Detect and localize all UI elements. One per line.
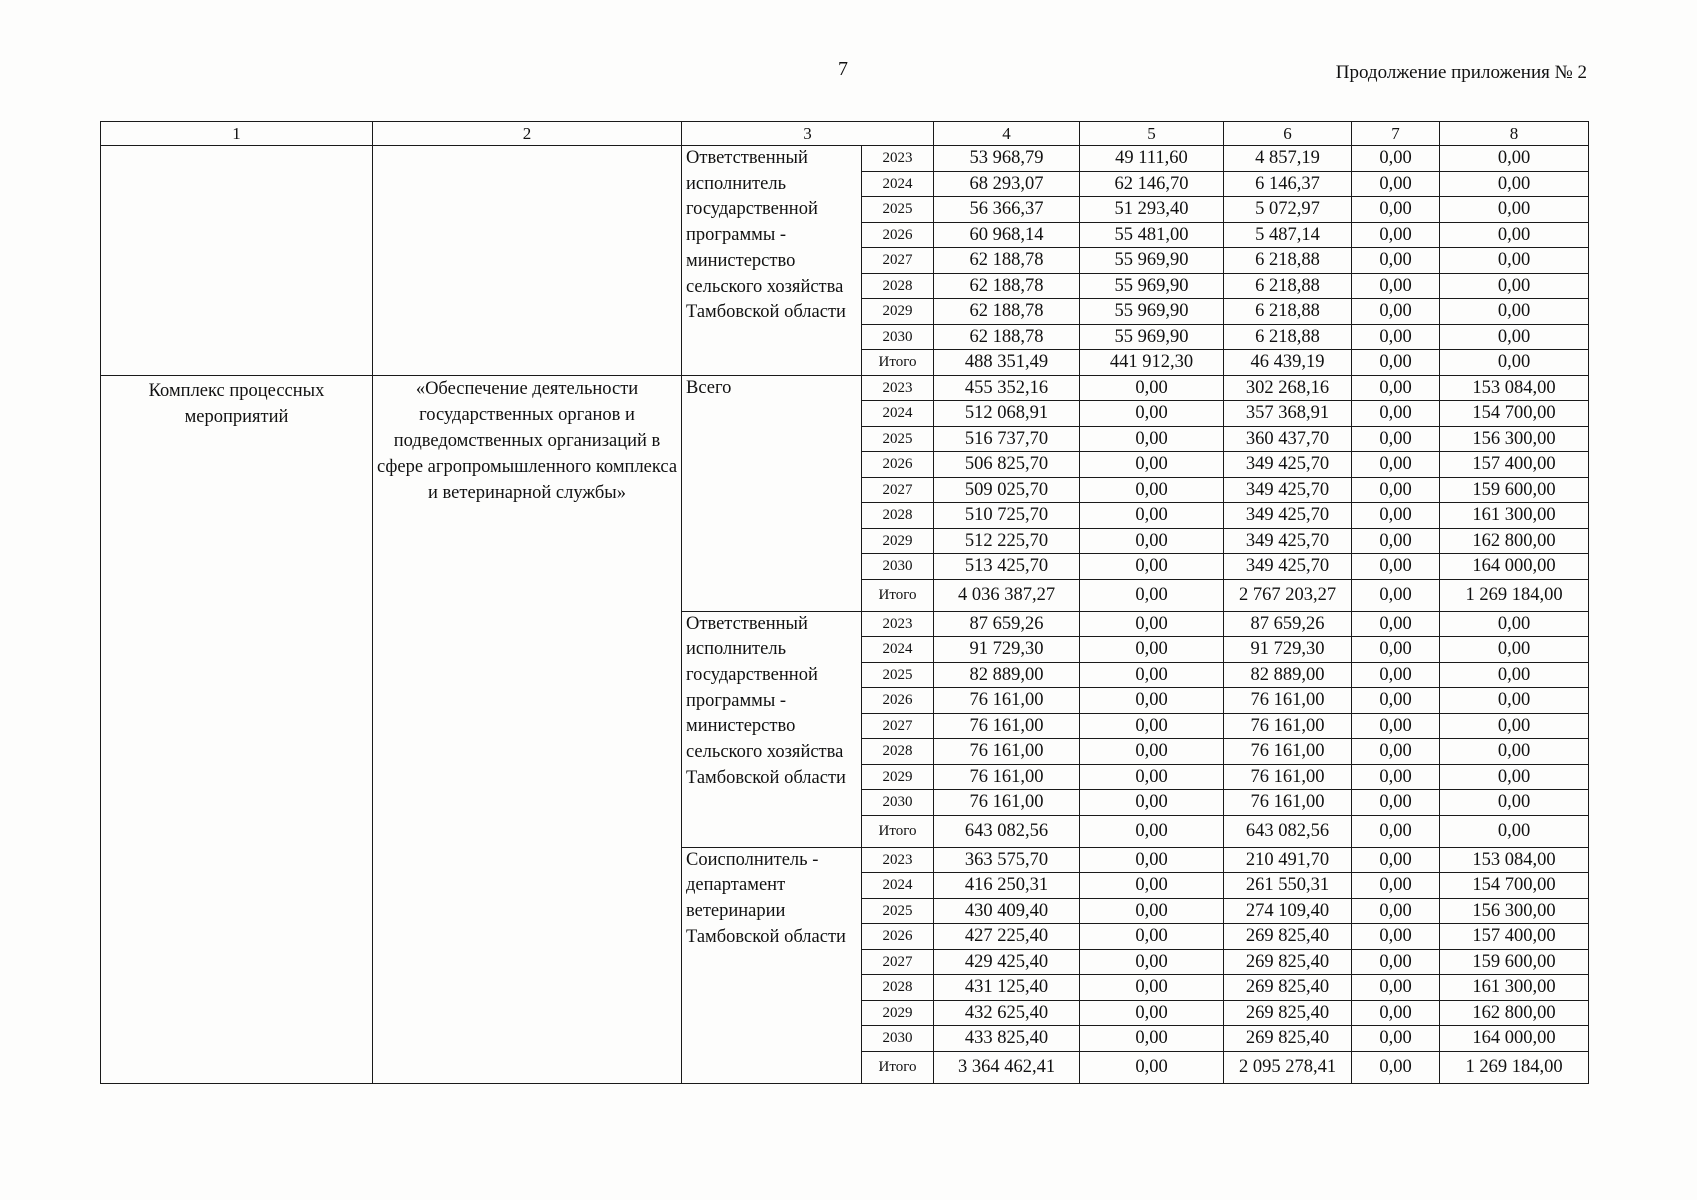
year-cell: 2029 (862, 528, 934, 554)
year-cell: 2024 (862, 637, 934, 663)
value-cell-8: 157 400,00 (1440, 924, 1589, 950)
value-cell-5: 0,00 (1080, 375, 1224, 401)
value-cell-4: 416 250,31 (934, 873, 1080, 899)
year-cell: 2023 (862, 611, 934, 637)
executor-cell: Ответственный исполнитель государственной программы - министерство сельского хозяйства Тамбовской области (682, 146, 862, 376)
year-cell: Итого (862, 1051, 934, 1083)
value-cell-8: 0,00 (1440, 197, 1589, 223)
value-cell-6: 269 825,40 (1224, 924, 1352, 950)
value-cell-5: 0,00 (1080, 662, 1224, 688)
value-cell-7: 0,00 (1352, 324, 1440, 350)
value-cell-4: 431 125,40 (934, 975, 1080, 1001)
value-cell-6: 5 072,97 (1224, 197, 1352, 223)
value-cell-4: 433 825,40 (934, 1026, 1080, 1052)
value-cell-5: 0,00 (1080, 1026, 1224, 1052)
value-cell-8: 0,00 (1440, 171, 1589, 197)
year-cell: 2023 (862, 375, 934, 401)
value-cell-6: 274 109,40 (1224, 898, 1352, 924)
value-cell-6: 269 825,40 (1224, 975, 1352, 1001)
value-cell-6: 349 425,70 (1224, 477, 1352, 503)
value-cell-7: 0,00 (1352, 197, 1440, 223)
year-cell: 2027 (862, 477, 934, 503)
value-cell-7: 0,00 (1352, 713, 1440, 739)
value-cell-6: 302 268,16 (1224, 375, 1352, 401)
value-cell-4: 68 293,07 (934, 171, 1080, 197)
year-cell: 2030 (862, 1026, 934, 1052)
value-cell-7: 0,00 (1352, 222, 1440, 248)
value-cell-8: 164 000,00 (1440, 1026, 1589, 1052)
value-cell-4: 76 161,00 (934, 688, 1080, 714)
value-cell-5: 0,00 (1080, 949, 1224, 975)
value-cell-8: 153 084,00 (1440, 375, 1589, 401)
value-cell-6: 349 425,70 (1224, 528, 1352, 554)
year-cell: 2024 (862, 401, 934, 427)
column-header-5: 5 (1080, 122, 1224, 146)
value-cell-6: 4 857,19 (1224, 146, 1352, 172)
value-cell-7: 0,00 (1352, 662, 1440, 688)
budget-table-body (101, 122, 1589, 1084)
executor-cell: Соисполнитель - департамент ветеринарии Тамбовской области (682, 847, 862, 1083)
value-cell-6: 6 218,88 (1224, 248, 1352, 274)
value-cell-4: 512 225,70 (934, 528, 1080, 554)
value-cell-8: 0,00 (1440, 222, 1589, 248)
value-cell-8: 161 300,00 (1440, 503, 1589, 529)
value-cell-7: 0,00 (1352, 401, 1440, 427)
year-cell: 2026 (862, 452, 934, 478)
year-cell: 2030 (862, 790, 934, 816)
year-cell: Итого (862, 815, 934, 847)
value-cell-5: 0,00 (1080, 579, 1224, 611)
value-cell-5: 441 912,30 (1080, 350, 1224, 376)
year-cell: 2029 (862, 764, 934, 790)
value-cell-5: 0,00 (1080, 713, 1224, 739)
value-cell-4: 4 036 387,27 (934, 579, 1080, 611)
value-cell-8: 0,00 (1440, 713, 1589, 739)
value-cell-6: 261 550,31 (1224, 873, 1352, 899)
value-cell-8: 161 300,00 (1440, 975, 1589, 1001)
value-cell-6: 349 425,70 (1224, 554, 1352, 580)
budget-table (100, 121, 1589, 1084)
value-cell-6: 269 825,40 (1224, 1026, 1352, 1052)
year-cell: 2026 (862, 688, 934, 714)
value-cell-6: 6 218,88 (1224, 299, 1352, 325)
value-cell-5: 0,00 (1080, 847, 1224, 873)
value-cell-8: 0,00 (1440, 324, 1589, 350)
value-cell-8: 156 300,00 (1440, 898, 1589, 924)
value-cell-8: 154 700,00 (1440, 401, 1589, 427)
year-cell: 2028 (862, 273, 934, 299)
value-cell-7: 0,00 (1352, 1051, 1440, 1083)
value-cell-6: 76 161,00 (1224, 790, 1352, 816)
value-cell-7: 0,00 (1352, 637, 1440, 663)
value-cell-6: 76 161,00 (1224, 688, 1352, 714)
value-cell-5: 0,00 (1080, 739, 1224, 765)
value-cell-4: 427 225,40 (934, 924, 1080, 950)
value-cell-7: 0,00 (1352, 847, 1440, 873)
value-cell-6: 6 146,37 (1224, 171, 1352, 197)
value-cell-5: 0,00 (1080, 1051, 1224, 1083)
value-cell-6: 269 825,40 (1224, 1000, 1352, 1026)
value-cell-5: 55 969,90 (1080, 299, 1224, 325)
value-cell-6: 5 487,14 (1224, 222, 1352, 248)
value-cell-5: 0,00 (1080, 426, 1224, 452)
column-header-3: 3 (682, 122, 934, 146)
value-cell-4: 62 188,78 (934, 324, 1080, 350)
column-header-2: 2 (373, 122, 682, 146)
value-cell-4: 91 729,30 (934, 637, 1080, 663)
column-header-row (101, 122, 1589, 146)
value-cell-4: 76 161,00 (934, 713, 1080, 739)
value-cell-5: 0,00 (1080, 401, 1224, 427)
year-cell: 2030 (862, 324, 934, 350)
value-cell-8: 0,00 (1440, 611, 1589, 637)
value-cell-8: 0,00 (1440, 764, 1589, 790)
value-cell-7: 0,00 (1352, 452, 1440, 478)
value-cell-4: 82 889,00 (934, 662, 1080, 688)
value-cell-5: 0,00 (1080, 815, 1224, 847)
program-type-text (101, 146, 372, 148)
value-cell-7: 0,00 (1352, 299, 1440, 325)
value-cell-7: 0,00 (1352, 350, 1440, 376)
value-cell-4: 56 366,37 (934, 197, 1080, 223)
value-cell-5: 62 146,70 (1080, 171, 1224, 197)
value-cell-8: 162 800,00 (1440, 528, 1589, 554)
value-cell-8: 0,00 (1440, 146, 1589, 172)
value-cell-8: 164 000,00 (1440, 554, 1589, 580)
value-cell-7: 0,00 (1352, 739, 1440, 765)
value-cell-6: 357 368,91 (1224, 401, 1352, 427)
value-cell-5: 0,00 (1080, 503, 1224, 529)
value-cell-4: 430 409,40 (934, 898, 1080, 924)
column-header-8: 8 (1440, 122, 1589, 146)
value-cell-7: 0,00 (1352, 873, 1440, 899)
value-cell-6: 349 425,70 (1224, 452, 1352, 478)
value-cell-8: 153 084,00 (1440, 847, 1589, 873)
program-name-cell: «Обеспечение деятельности государственных органов и подведомственных организаций в сфере агропромышленного комплекса и ветеринарной службы» (373, 375, 682, 1083)
year-cell: 2028 (862, 975, 934, 1001)
value-cell-8: 0,00 (1440, 815, 1589, 847)
year-cell: Итого (862, 350, 934, 376)
year-cell: 2029 (862, 299, 934, 325)
value-cell-8: 0,00 (1440, 350, 1589, 376)
value-cell-6: 360 437,70 (1224, 426, 1352, 452)
value-cell-5: 0,00 (1080, 873, 1224, 899)
value-cell-4: 513 425,70 (934, 554, 1080, 580)
column-header-7: 7 (1352, 122, 1440, 146)
value-cell-5: 0,00 (1080, 898, 1224, 924)
program-type-text: Комплекс процессных мероприятий (148, 380, 325, 427)
value-cell-8: 0,00 (1440, 299, 1589, 325)
value-cell-7: 0,00 (1352, 248, 1440, 274)
value-cell-5: 49 111,60 (1080, 146, 1224, 172)
value-cell-8: 154 700,00 (1440, 873, 1589, 899)
value-cell-5: 0,00 (1080, 554, 1224, 580)
value-cell-6: 87 659,26 (1224, 611, 1352, 637)
value-cell-4: 76 161,00 (934, 739, 1080, 765)
value-cell-5: 0,00 (1080, 477, 1224, 503)
program-name-cell (373, 146, 682, 376)
value-cell-7: 0,00 (1352, 375, 1440, 401)
value-cell-4: 516 737,70 (934, 426, 1080, 452)
value-cell-6: 6 218,88 (1224, 273, 1352, 299)
value-cell-5: 0,00 (1080, 637, 1224, 663)
year-cell: 2027 (862, 713, 934, 739)
year-cell: 2027 (862, 248, 934, 274)
value-cell-4: 62 188,78 (934, 273, 1080, 299)
value-cell-5: 0,00 (1080, 924, 1224, 950)
value-cell-6: 2 095 278,41 (1224, 1051, 1352, 1083)
value-cell-4: 60 968,14 (934, 222, 1080, 248)
value-cell-7: 0,00 (1352, 477, 1440, 503)
value-cell-6: 643 082,56 (1224, 815, 1352, 847)
year-cell: 2023 (862, 847, 934, 873)
value-cell-4: 363 575,70 (934, 847, 1080, 873)
value-cell-5: 55 969,90 (1080, 324, 1224, 350)
value-cell-6: 6 218,88 (1224, 324, 1352, 350)
value-cell-8: 156 300,00 (1440, 426, 1589, 452)
year-cell: 2029 (862, 1000, 934, 1026)
value-cell-5: 0,00 (1080, 764, 1224, 790)
year-cell: 2028 (862, 739, 934, 765)
year-cell: 2024 (862, 171, 934, 197)
value-cell-8: 159 600,00 (1440, 477, 1589, 503)
year-cell: 2027 (862, 949, 934, 975)
column-header-4: 4 (934, 122, 1080, 146)
value-cell-7: 0,00 (1352, 611, 1440, 637)
value-cell-5: 0,00 (1080, 790, 1224, 816)
value-cell-4: 510 725,70 (934, 503, 1080, 529)
year-cell: 2030 (862, 554, 934, 580)
value-cell-7: 0,00 (1352, 273, 1440, 299)
value-cell-4: 3 364 462,41 (934, 1051, 1080, 1083)
value-cell-8: 0,00 (1440, 662, 1589, 688)
value-cell-7: 0,00 (1352, 554, 1440, 580)
value-cell-8: 0,00 (1440, 739, 1589, 765)
executor-cell: Ответственный исполнитель государственной программы - министерство сельского хозяйства Тамбовской области (682, 611, 862, 847)
value-cell-4: 62 188,78 (934, 248, 1080, 274)
value-cell-6: 76 161,00 (1224, 739, 1352, 765)
value-cell-5: 55 969,90 (1080, 273, 1224, 299)
value-cell-5: 0,00 (1080, 611, 1224, 637)
value-cell-4: 76 161,00 (934, 764, 1080, 790)
value-cell-7: 0,00 (1352, 975, 1440, 1001)
value-cell-7: 0,00 (1352, 171, 1440, 197)
value-cell-7: 0,00 (1352, 898, 1440, 924)
value-cell-4: 643 082,56 (934, 815, 1080, 847)
value-cell-6: 82 889,00 (1224, 662, 1352, 688)
year-cell: 2028 (862, 503, 934, 529)
year-cell: 2026 (862, 924, 934, 950)
value-cell-8: 0,00 (1440, 248, 1589, 274)
year-cell: 2025 (862, 426, 934, 452)
value-cell-6: 76 161,00 (1224, 713, 1352, 739)
year-cell: 2025 (862, 898, 934, 924)
value-cell-7: 0,00 (1352, 949, 1440, 975)
value-cell-5: 0,00 (1080, 528, 1224, 554)
year-cell: 2025 (862, 197, 934, 223)
year-cell: 2024 (862, 873, 934, 899)
value-cell-4: 455 352,16 (934, 375, 1080, 401)
year-cell: 2023 (862, 146, 934, 172)
column-header-6: 6 (1224, 122, 1352, 146)
value-cell-8: 157 400,00 (1440, 452, 1589, 478)
value-cell-6: 46 439,19 (1224, 350, 1352, 376)
value-cell-5: 0,00 (1080, 688, 1224, 714)
value-cell-4: 488 351,49 (934, 350, 1080, 376)
value-cell-7: 0,00 (1352, 790, 1440, 816)
value-cell-8: 1 269 184,00 (1440, 1051, 1589, 1083)
value-cell-5: 55 969,90 (1080, 248, 1224, 274)
program-type-cell (101, 375, 373, 1083)
value-cell-6: 349 425,70 (1224, 503, 1352, 529)
value-cell-8: 1 269 184,00 (1440, 579, 1589, 611)
value-cell-8: 159 600,00 (1440, 949, 1589, 975)
value-cell-5: 51 293,40 (1080, 197, 1224, 223)
value-cell-4: 509 025,70 (934, 477, 1080, 503)
value-cell-4: 512 068,91 (934, 401, 1080, 427)
value-cell-8: 0,00 (1440, 273, 1589, 299)
value-cell-5: 0,00 (1080, 1000, 1224, 1026)
column-header-1: 1 (101, 122, 373, 146)
value-cell-4: 62 188,78 (934, 299, 1080, 325)
year-cell: 2025 (862, 662, 934, 688)
value-cell-5: 0,00 (1080, 452, 1224, 478)
value-cell-4: 53 968,79 (934, 146, 1080, 172)
value-cell-7: 0,00 (1352, 1026, 1440, 1052)
value-cell-7: 0,00 (1352, 146, 1440, 172)
value-cell-5: 0,00 (1080, 975, 1224, 1001)
value-cell-8: 162 800,00 (1440, 1000, 1589, 1026)
value-cell-7: 0,00 (1352, 1000, 1440, 1026)
value-cell-4: 432 625,40 (934, 1000, 1080, 1026)
value-cell-7: 0,00 (1352, 579, 1440, 611)
value-cell-6: 2 767 203,27 (1224, 579, 1352, 611)
value-cell-6: 91 729,30 (1224, 637, 1352, 663)
value-cell-7: 0,00 (1352, 426, 1440, 452)
value-cell-5: 55 481,00 (1080, 222, 1224, 248)
value-cell-8: 0,00 (1440, 688, 1589, 714)
value-cell-4: 76 161,00 (934, 790, 1080, 816)
executor-cell: Всего (682, 375, 862, 611)
appendix-continuation-label: Продолжение приложения № 2 (1335, 62, 1587, 83)
value-cell-7: 0,00 (1352, 528, 1440, 554)
year-cell: 2026 (862, 222, 934, 248)
value-cell-6: 269 825,40 (1224, 949, 1352, 975)
value-cell-4: 87 659,26 (934, 611, 1080, 637)
value-cell-7: 0,00 (1352, 815, 1440, 847)
value-cell-8: 0,00 (1440, 790, 1589, 816)
page-number: 7 (838, 58, 848, 80)
value-cell-4: 429 425,40 (934, 949, 1080, 975)
table-row (101, 375, 1589, 401)
value-cell-4: 506 825,70 (934, 452, 1080, 478)
value-cell-7: 0,00 (1352, 764, 1440, 790)
value-cell-7: 0,00 (1352, 924, 1440, 950)
table-row (101, 146, 1589, 172)
value-cell-6: 76 161,00 (1224, 764, 1352, 790)
program-type-cell (101, 146, 373, 376)
value-cell-7: 0,00 (1352, 688, 1440, 714)
value-cell-7: 0,00 (1352, 503, 1440, 529)
value-cell-6: 210 491,70 (1224, 847, 1352, 873)
year-cell: Итого (862, 579, 934, 611)
value-cell-8: 0,00 (1440, 637, 1589, 663)
